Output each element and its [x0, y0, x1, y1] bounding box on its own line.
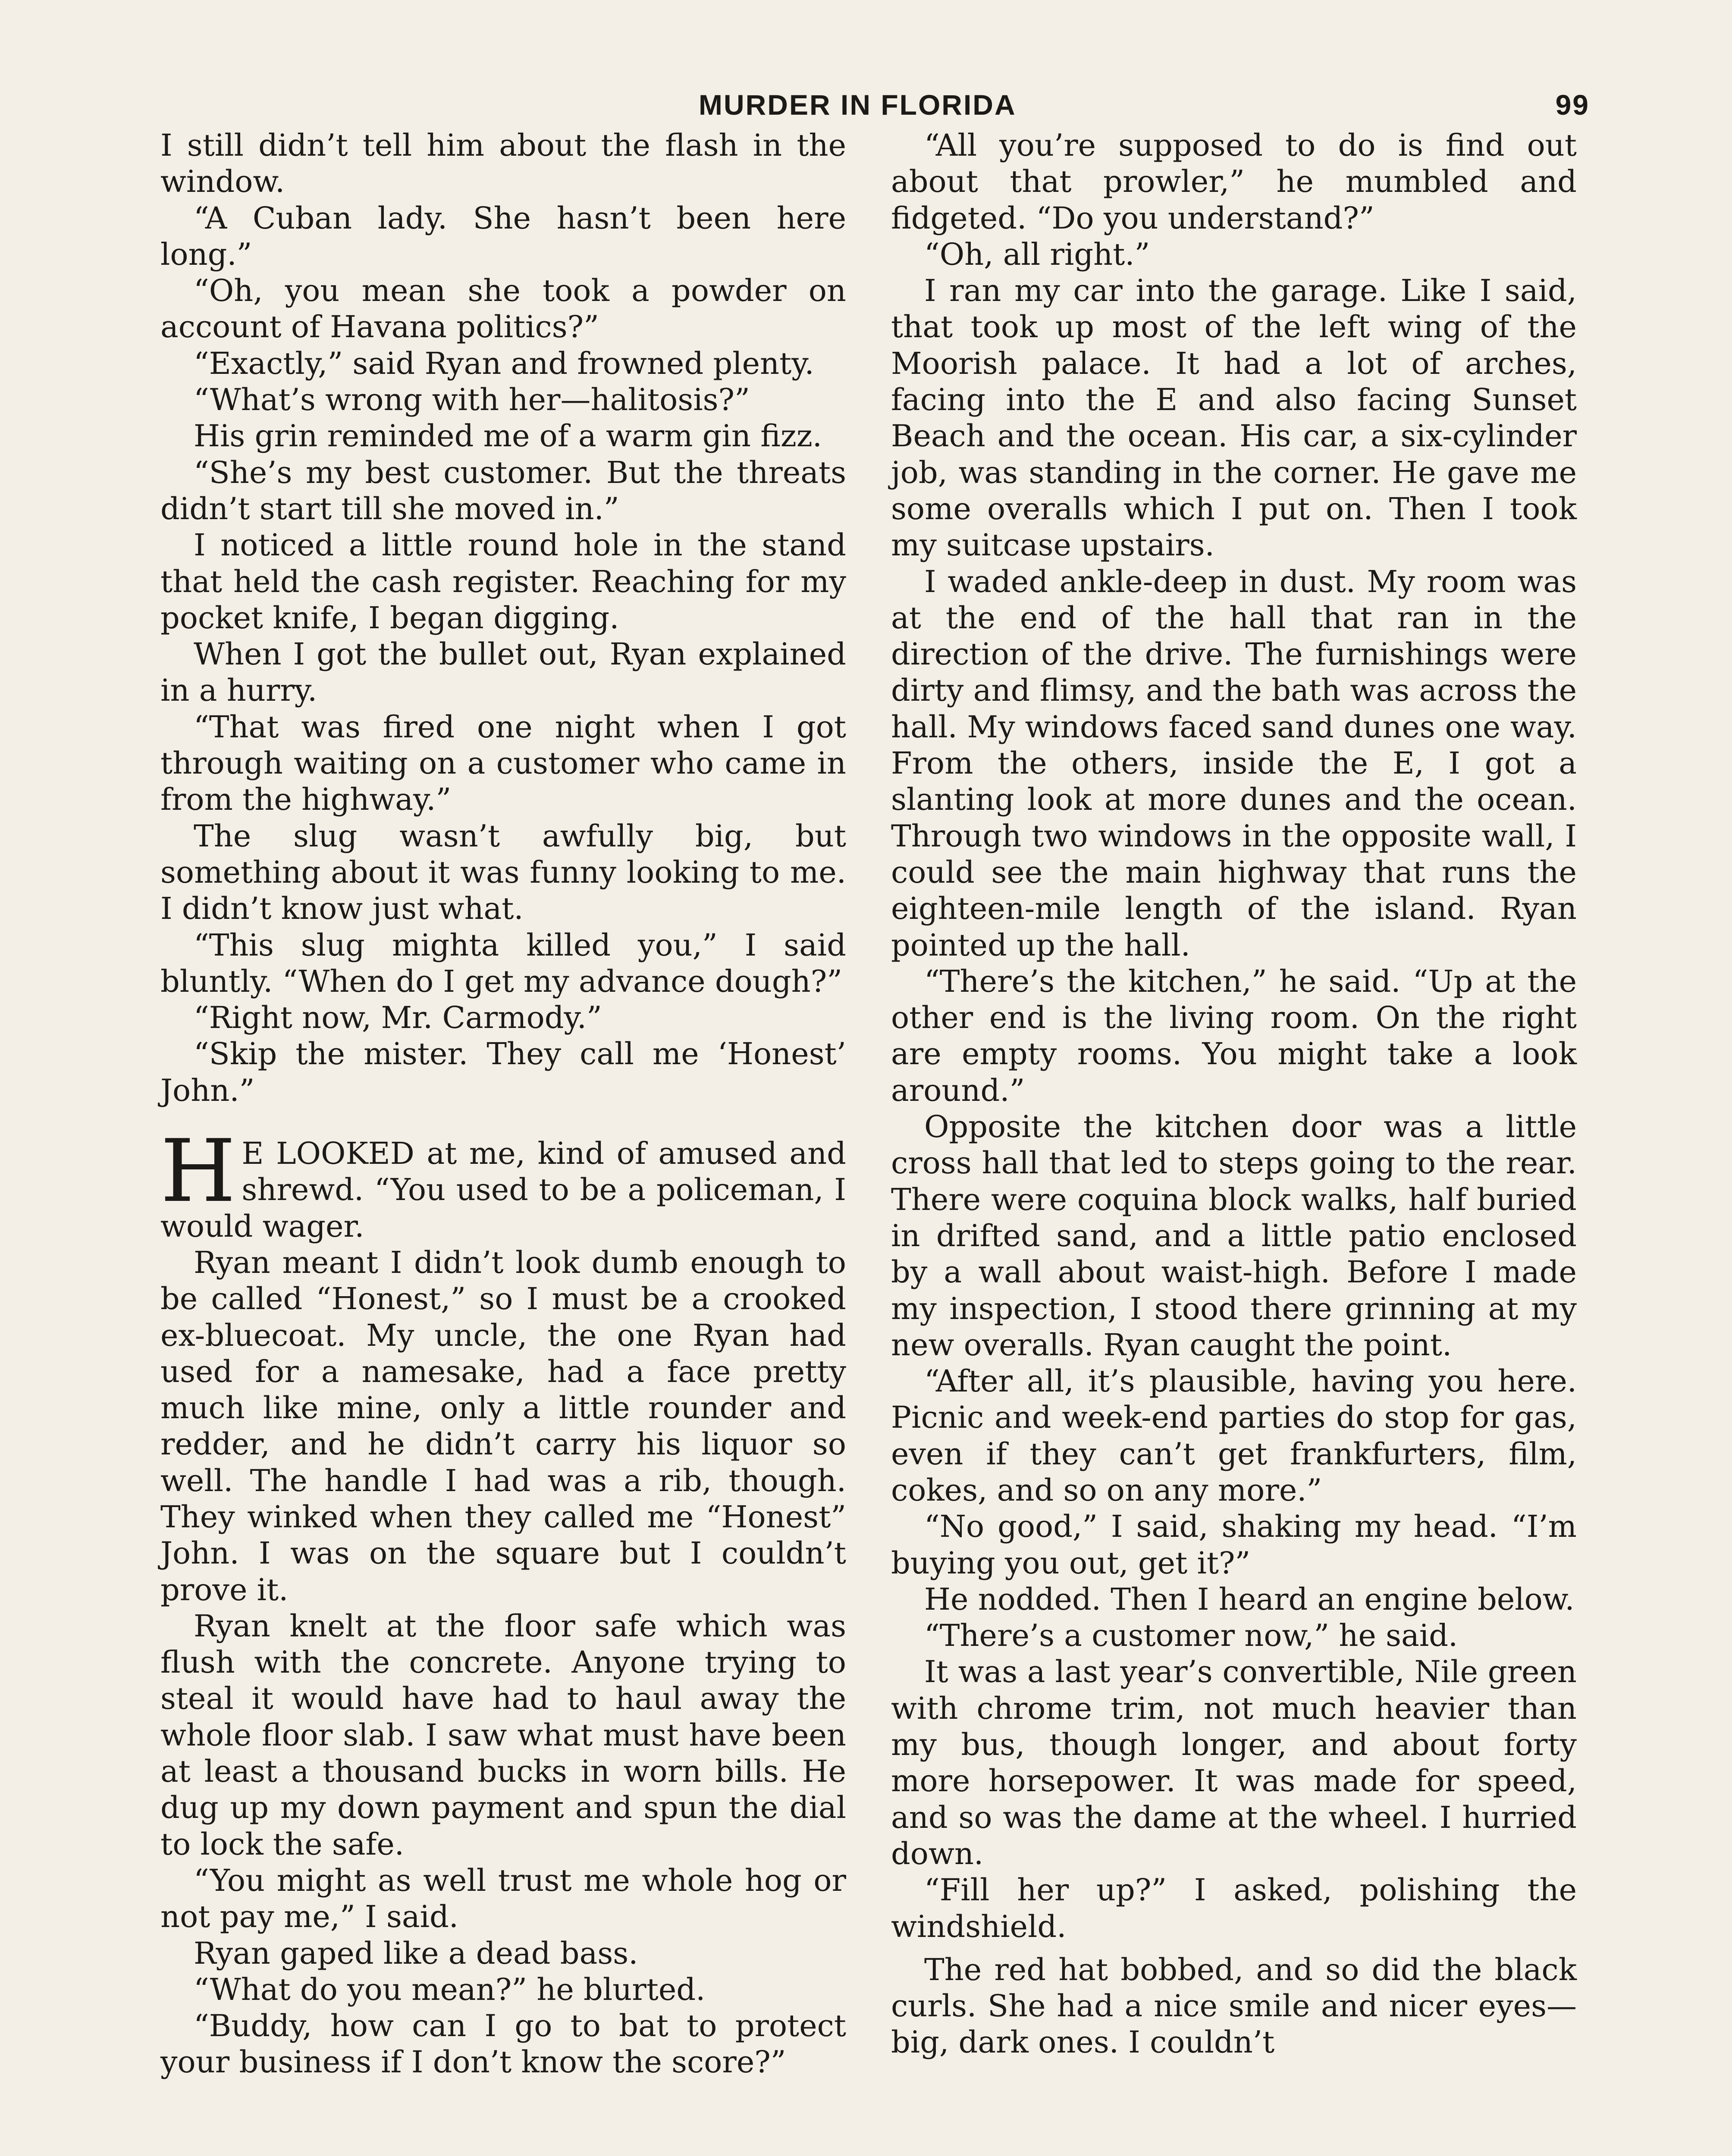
- paragraph: I ran my car into the garage. Like I said, that took up most of the left wing of the Moorish palace. It had a lot of arches, facing into the E and also facing Sunset Beach and the ocean. His car, a six-cylinder job, was standing in the corner. He gave me some overalls which I put on. Then I took my suitcase upstairs.: [891, 273, 1577, 563]
- paragraph: “Oh, you mean she took a powder on account of Havana politics?”: [160, 273, 846, 345]
- section-opening-text: E LOOKED at me, kind of amused and shrewd. “You used to be a policeman, I would wager.: [160, 1136, 846, 1244]
- left-column: [160, 127, 846, 2081]
- paragraph: When I got the bullet out, Ryan explained in a hurry.: [160, 636, 846, 708]
- paragraph: “Right now, Mr. Carmody.”: [194, 1000, 602, 1036]
- paragraph: Ryan gaped like a dead bass.: [194, 1935, 638, 1971]
- running-title: MURDER IN FLORIDA: [699, 89, 1017, 121]
- paragraph: I still didn’t tell him about the flash in the window.: [160, 128, 846, 200]
- paragraph: Opposite the kitchen door was a little cross hall that led to steps going to the rear. There were coquina block walks, half buried in drifted sand, and a little patio enclosed by a wall about waist-high. Before I made my inspection, I stood there grinning at my new overalls. Ryan caught the point.: [891, 1109, 1577, 1363]
- paragraph: “You might as well trust me whole hog or not pay me,” I said.: [160, 1862, 846, 1935]
- page-number: 99: [1555, 89, 1590, 121]
- paragraph: “There’s the kitchen,” he said. “Up at the other end is the living room. On the right are empty rooms. You might take a look around.”: [891, 963, 1577, 1108]
- paragraph: “That was fired one night when I got through waiting on a customer who came in from the highway.”: [160, 709, 846, 818]
- paragraph: “After all, it’s plausible, having you here. Picnic and week-end parties do stop for gas, even if they can’t get frankfurters, film, cokes, and so on any more.”: [891, 1363, 1577, 1508]
- paragraph: “Oh, all right.”: [924, 236, 1150, 272]
- paragraph: The slug wasn’t awfully big, but something about it was funny looking to me. I didn’t know just what.: [160, 818, 846, 927]
- paragraph: “A Cuban lady. She hasn’t been here long.”: [160, 200, 846, 272]
- paragraph: “No good,” I said, shaking my head. “I’m buying you out, get it?”: [891, 1509, 1577, 1581]
- running-header: [699, 88, 1590, 121]
- paragraph: “There’s a customer now,” he said.: [924, 1618, 1458, 1654]
- paragraph: “Exactly,” said Ryan and frowned plenty.: [194, 345, 814, 381]
- paragraph: The red hat bobbed, and so did the black curls. She had a nice smile and nicer eyes—big, dark ones. I couldn’t: [891, 1952, 1577, 2060]
- paragraph: His grin reminded me of a warm gin fizz.: [194, 418, 822, 454]
- paragraph: “What do you mean?” he blurted.: [194, 1971, 706, 2007]
- paragraph: I noticed a little round hole in the stand that held the cash register. Reaching for my pocket knife, I began digging.: [160, 527, 846, 636]
- paragraph: “Buddy, how can I go to bat to protect your business if I don’t know the score?”: [160, 2008, 846, 2080]
- drop-cap: H: [160, 1121, 236, 1222]
- paragraph: I waded ankle-deep in dust. My room was at the end of the hall that ran in the direction of the drive. The furnishings were dirty and flimsy, and the bath was across the hall. My windows faced sand dunes one way. From the others, inside the E, I got a slanting look at more dunes and the ocean. Through two windows in the opposite wall, I could see the main highway that runs the eighteen-mile length of the island. Ryan pointed up the hall.: [891, 564, 1577, 963]
- paragraph: “Fill her up?” I asked, polishing the windshield.: [891, 1872, 1577, 1944]
- paragraph: It was a last year’s convertible, Nile green with chrome trim, not much heavier than my bus, though longer, and about forty more horsepower. It was made for speed, and so was the dame at the wheel. I hurried down.: [891, 1654, 1577, 1871]
- paragraph: “Skip the mister. They call me ‘Honest’ John.”: [160, 1036, 846, 1108]
- paragraph: He nodded. Then I heard an engine below.: [924, 1581, 1575, 1617]
- paragraph: “She’s my best customer. But the threats didn’t start till she moved in.”: [160, 454, 846, 526]
- paragraph: “All you’re supposed to do is find out about that prowler,” he mumbled and fidgeted. “Do you understand?”: [891, 128, 1577, 236]
- right-column: [891, 127, 1577, 2061]
- paragraph: “This slug mighta killed you,” I said bluntly. “When do I get my advance dough?”: [160, 927, 846, 999]
- paragraph: Ryan meant I didn’t look dumb enough to be called “Honest,” so I must be a crooked ex-bluecoat. My uncle, the one Ryan had used for a namesake, had a face pretty much like mine, only a little rounder and redder, and he didn’t carry his liquor so well. The handle I had was a rib, though. They winked when they called me “Honest” John. I was on the square but I couldn’t prove it.: [160, 1244, 846, 1608]
- paragraph: “What’s wrong with her—halitosis?”: [194, 382, 750, 418]
- paragraph: Ryan knelt at the floor safe which was flush with the concrete. Anyone trying to steal it would have had to haul away the whole floor slab. I saw what must have been at least a thousand bucks in worn bills. He dug up my down payment and spun the dial to lock the safe.: [160, 1608, 846, 1862]
- section-opening-paragraph: [160, 1121, 846, 1244]
